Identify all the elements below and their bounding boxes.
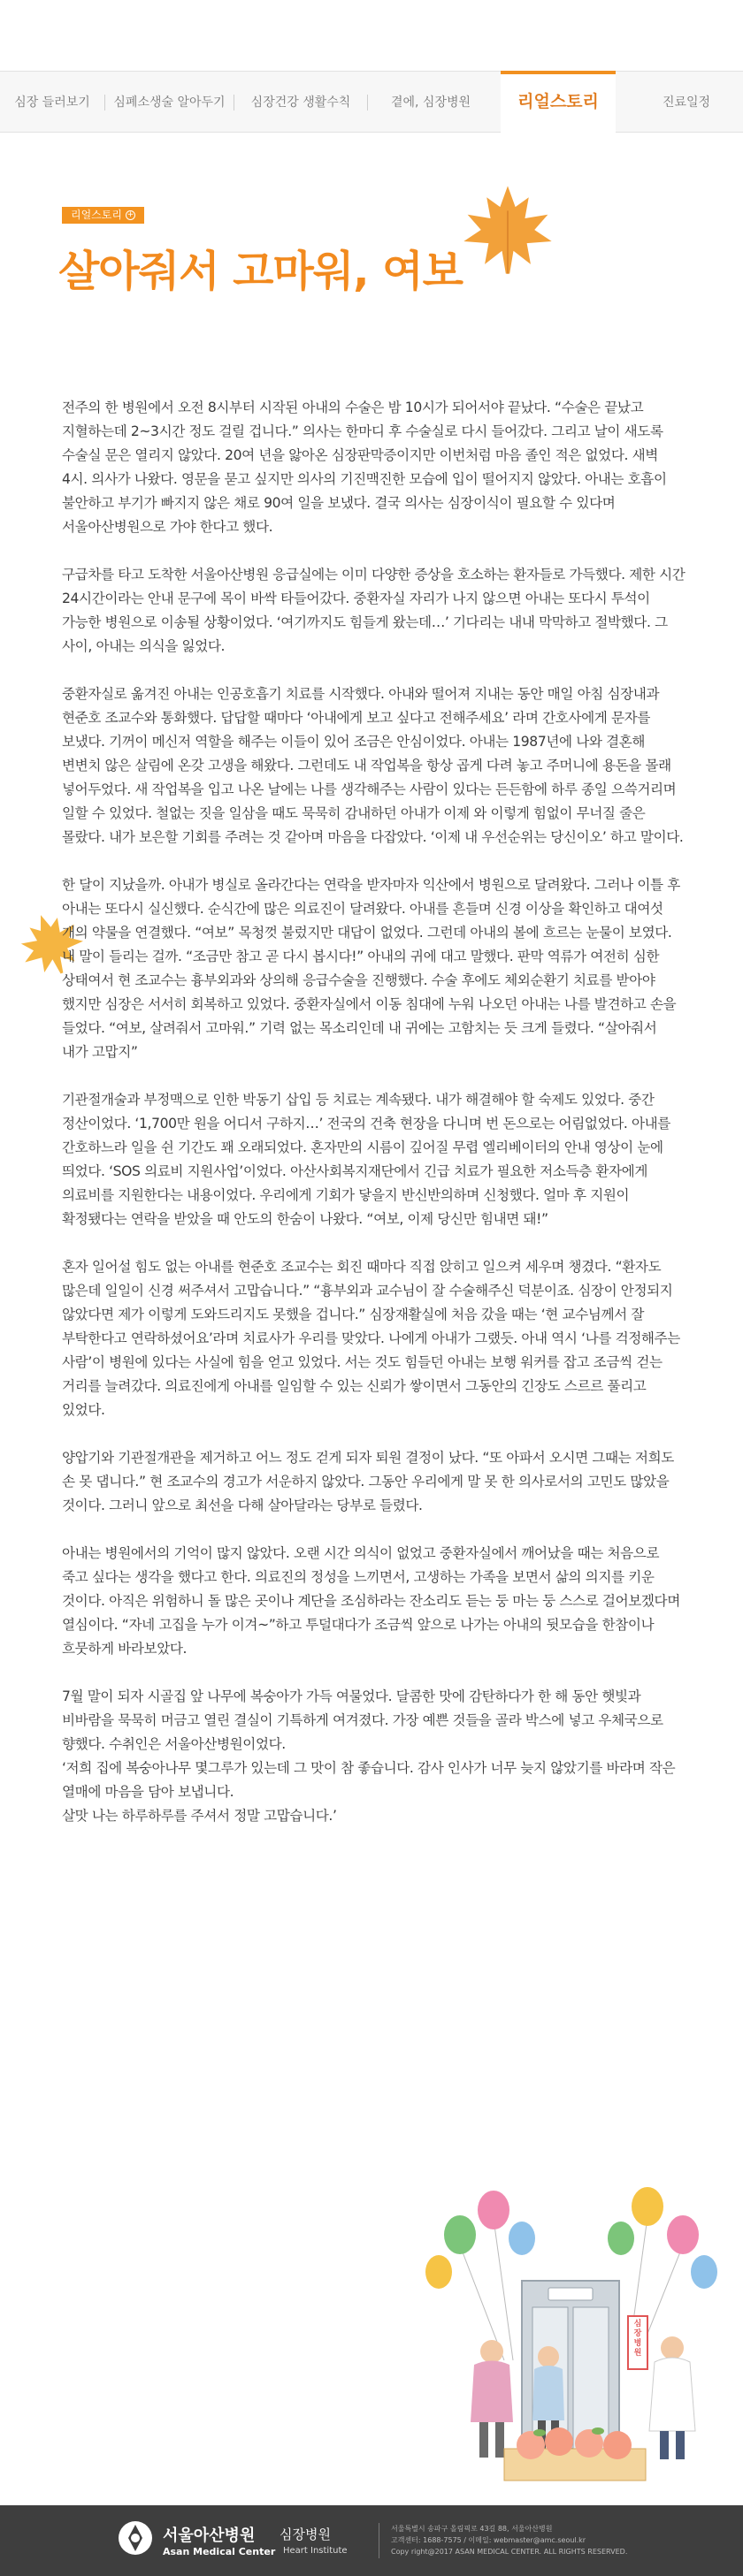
logo-english-sub: Heart Institute xyxy=(283,2546,348,2556)
maple-leaf-icon xyxy=(460,182,555,278)
footer xyxy=(0,2505,743,2576)
hospital-logo-icon xyxy=(117,2519,154,2557)
article-paragraph: 혼자 일어설 힘도 없는 아내를 현준호 조교수는 회진 때마다 직접 앉히고 일으켜 세우며 챙겼다. “환자도 많은데 일일이 신경 써주셔서 고맙습니다.” “흉부외과 교수님이 잘 수술해주신 덕분이죠. 심장이 안정되지 않았다면 제가 이렇게 도와드리지도 못했을 겁니다.” 심장재활실에 처음 갔을 때는 ‘현 교수님께서 잘 부탁한다고 연락하셨어요’라며 치료사가 우리를 맞았다. 나에게 아내가 그랬듯. 아내 역시 ‘나를 걱정해주는 사람’이 병원에 있다는 사실에 힘을 얻고 있었다. 서는 것도 힘들던 아내는 보행 워커를 잡고 조금씩 걷는 거리를 늘려갔다. 의료진에게 아내를 일임할 수 있는 신뢰가 쌓이면서 그동안의 긴장도 스르르 풀리고 있었다. xyxy=(62,1259,680,1418)
article-paragraph: 중환자실로 옮겨진 아내는 인공호흡기 치료를 시작했다. 아내와 떨어져 지내는 동안 매일 아침 심장내과 현준호 조교수와 통화했다. 답답할 때마다 ‘아내에게 보고 싶다고 전해주세요’ 라며 간호사에게 문자를 보냈다. 기꺼이 메신저 역할을 해주는 이들이 있어 조금은 안심이었다. 아내는 1987년에 나와 결혼해 변변치 않은 살림에 온갖 고생을 해왔다. 그런데도 내 작업복을 항상 곱게 다려 놓고 주머니에 용돈을 몰래 넣어두었다. 새 작업복을 입고 나온 날에는 나를 생각해주는 사람이 있다는 든든함에 하루 종일 으쓱거리며 일할 수 있었다. 철없는 짓을 일삼을 때도 묵묵히 감내하던 아내가 이제 와 이렇게 힘없이 무너질 줄은 몰랐다. 내가 보은할 기회를 주려는 것 같아며 마음을 다잡았다. ‘이제 내 우선순위는 당신이오’ 하고 말이다. xyxy=(62,686,684,845)
article-paragraph: 구급차를 타고 도착한 서울아산병원 응급실에는 이미 다양한 증상을 호소하는 환자들로 가득했다. 제한 시간 24시간이라는 안내 문구에 목이 바싹 타들어갔다. 중환자실 자리가 나지 않으면 아내는 또다시 투석이 가능한 병원으로 이송될 상황이었다. ‘여기까지도 힘들게 왔는데…’ 기다리는 내내 막막하고 절박했다. 그 사이, 아내는 의식을 잃었다. xyxy=(62,567,686,654)
nav-item-schedule[interactable]: 진료일정 xyxy=(662,95,711,110)
nav-item-cpr[interactable]: 심폐소생술 알아두기 xyxy=(113,95,226,110)
nav-item-heart-tour[interactable]: 심장 들러보기 xyxy=(14,95,90,110)
footer-copyright: Copy right@2017 ASAN MEDICAL CENTER. ALL RIGHTS RESERVED. xyxy=(391,2548,628,2556)
article-paragraph: 전주의 한 병원에서 오전 8시부터 시작된 아내의 수술은 밤 10시가 되어서야 끝났다. “수술은 끝났고 지혈하는데 2~3시간 정도 걸릴 겁니다.” 의사는 한마디 후 수술실로 다시 들어갔다. 그리고 날이 새도록 수술실 문은 열리지 않았다. 20여 년을 앓아온 심장판막증이지만 이번처럼 마음 졸인 적은 없었다. 새벽 4시. 의사가 나왔다. 영문을 묻고 싶지만 의사의 기진맥진한 모습에 입이 떨어지지 않았다. 아내는 호흡이 불안하고 부기가 빠지지 않은 채로 90여 일을 보냈다. 결국 의사는 심장이식이 필요할 수 있다며 서울아산병원으로 가야 한다고 했다. xyxy=(62,400,667,535)
article-paragraph: 아내는 병원에서의 기억이 많지 않았다. 오랜 시간 의식이 없었고 중환자실에서 깨어났을 때는 처음으로 죽고 싶다는 생각을 했다고 한다. 의료진의 정성을 느끼면서, 고생하는 가족을 보면서 삶의 의지를 키운 것이다. 아직은 위험하니 돌 많은 곳이나 계단을 조심하라는 잔소리도 듣는 둥 마는 둥 스스로 걸어보겠다며 열심이다. “자네 고집을 누가 이겨~”하고 투덜대다가 조금씩 앞으로 나가는 아내의 뒷모습을 한참이나 흐뭇하게 바라보았다. xyxy=(62,1545,680,1657)
footer-contact: 고객센터: 1688-7575 / 이메일: webmaster@amc.seoul.kr xyxy=(391,2536,586,2544)
category-badge xyxy=(62,207,144,224)
page-title: 살아줘서 고마워, 여보 xyxy=(58,247,463,296)
top-navigation xyxy=(0,71,743,133)
hospital-illustration xyxy=(416,2184,725,2488)
nav-item-heart-hospital[interactable]: 곁에, 심장병원 xyxy=(390,95,471,110)
letter-line: 살맛 나는 하루하루를 주셔서 정말 고맙습니다.’ xyxy=(62,1808,337,1824)
plus-icon: + xyxy=(126,210,134,219)
article-paragraph: 7월 말이 되자 시골집 앞 나무에 복숭아가 가득 여물었다. 달콤한 맛에 감탄하다가 한 해 동안 햇빛과 비바람을 묵묵히 머금고 열린 결실이 기특하게 여겨졌다. 가장 예쁜 것들을 골라 박스에 넣고 우체국으로 향했다. 수취인은 서울아산병원이었다. xyxy=(62,1688,663,1752)
letter-line: ‘저희 집에 복숭아나무 몇그루가 있는데 그 맛이 참 좋습니다. 감사 인사가 너무 늦지 않았기를 바라며 작은 열매에 마음을 담아 보냅니다. xyxy=(62,1760,676,1800)
elevator-sign-text: 심장병원 xyxy=(633,2320,642,2358)
article-paragraph: 기관절개술과 부정맥으로 인한 박동기 삽입 등 치료는 계속됐다. 내가 해결해야 할 숙제도 있었다. 중간 정산이었다. ‘1,700만 원을 어디서 구하지…’ 전국의 건축 현장을 다니며 번 돈으로는 어림없었다. 아내를 간호하느라 일을 쉰 기간도 꽤 오래되었다. 혼자만의 시름이 깊어질 무렵 엘리베이터의 안내 영상이 눈에 띄었다. ‘SOS 의료비 지원사업’이었다. 아산사회복지재단에서 긴급 치료가 필요한 저소득층 환자에게 의료비를 지원한다는 내용이었다. 우리에게 기회가 닿을지 반신반의하며 신청했다. 얼마 후 지원이 확정됐다는 연락을 받았을 때 안도의 한숨이 나왔다. “여보, 이제 당신만 힘내면 돼!” xyxy=(62,1092,670,1227)
footer-address: 서울특별시 송파구 올림픽로 43길 88, 서울아산병원 xyxy=(391,2525,553,2533)
nav-item-heart-health[interactable]: 심장건강 생활수칙 xyxy=(250,95,351,110)
logo-english: Asan Medical Center xyxy=(163,2546,276,2557)
article-paragraph: 양압기와 기관절개관을 제거하고 어느 정도 걷게 되자 퇴원 결정이 났다. “또 아파서 오시면 그때는 저희도 손 못 댑니다.” 현 조교수의 경고가 서운하지 않았다. 그동안 우리에게 말 못 한 의사로서의 고민도 많았을 것이다. 그러니 앞으로 최선을 다해 살아달라는 당부로 들렸다. xyxy=(62,1450,674,1513)
footer-info xyxy=(391,2523,627,2557)
logo-korean: 서울아산병원 xyxy=(163,2526,256,2545)
article-body xyxy=(62,396,686,1852)
category-badge-label: 리얼스토리 xyxy=(71,209,122,221)
nav-item-real-story[interactable]: 리얼스토리 xyxy=(501,71,616,133)
article-paragraph: 한 달이 지났을까. 아내가 병실로 올라간다는 연락을 받자마자 익산에서 병원으로 달려왔다. 그러나 이틀 후 아내는 또다시 실신했다. 순식간에 많은 의료진이 달려왔다. 아내를 흔들며 신경 이상을 확인하고 대여섯 개의 약물을 연결했다. “여보” 목청껏 불렀지만 대답이 없었다. 그런데 아내의 볼에 흐르는 눈물이 보였다. 내 말이 들리는 걸까. “조금만 참고 곧 다시 봅시다!” 아내의 귀에 대고 말했다. 판막 역류가 여전히 심한 상태여서 현 조교수는 흉부외과와 상의해 응급수술을 진행했다. 수술 후에도 체외순환기 치료를 받아야 했지만 심장은 서서히 회복하고 있었다. 중환자실에서 이동 침대에 누워 나오던 아내는 나를 발견하고 손을 들었다. “여보, 살려줘서 고마워.” 기력 없는 목소리인데 내 귀에는 고함치는 듯 크게 들렸다. “살아줘서 내가 고맙지” xyxy=(62,877,680,1060)
logo-korean-sub: 심장병원 xyxy=(280,2526,331,2542)
